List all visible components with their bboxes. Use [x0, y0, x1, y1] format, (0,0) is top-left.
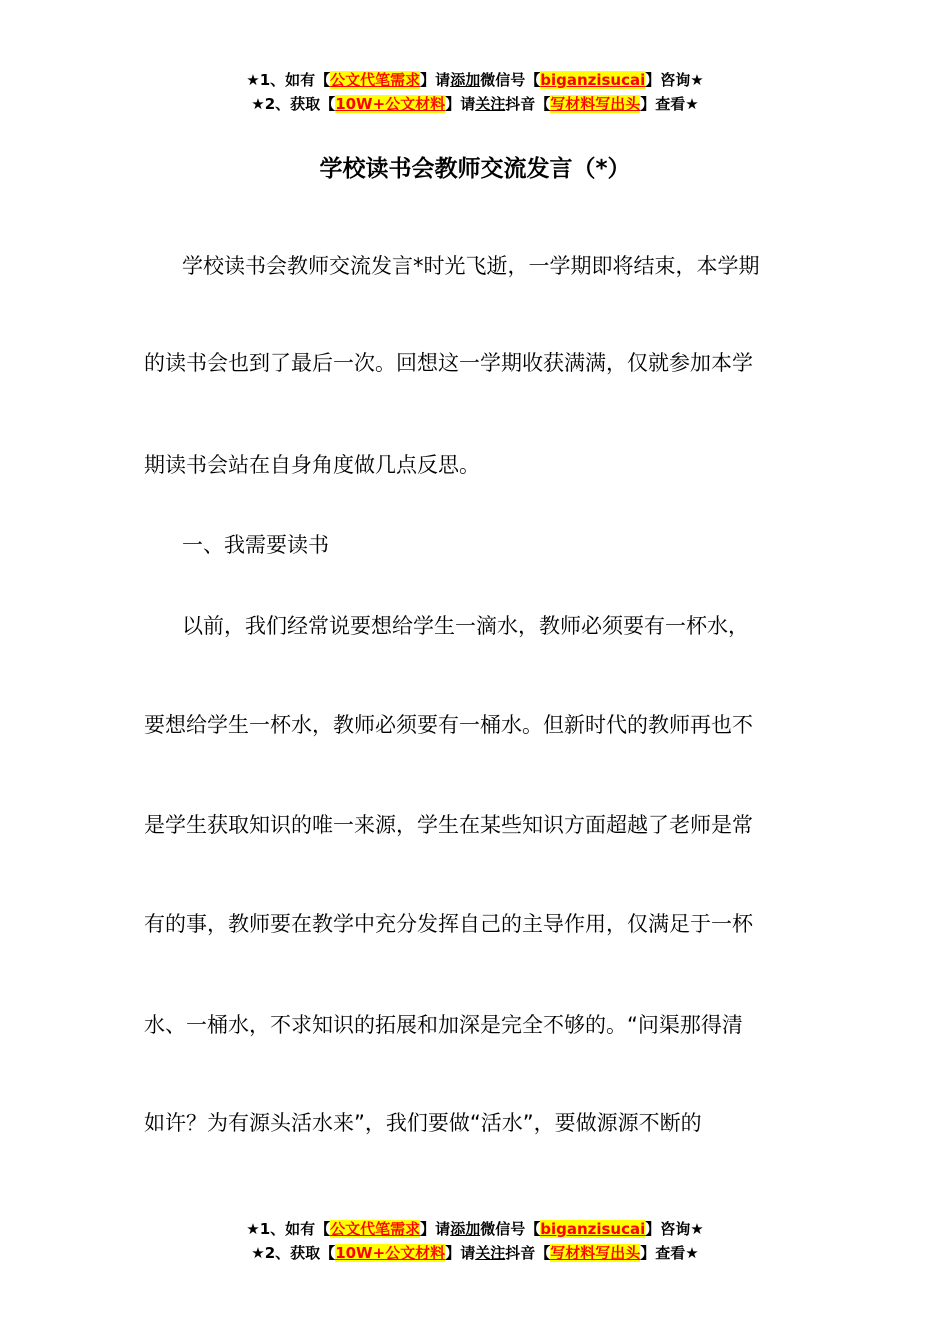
paragraph-line: 如许？为有源头活水来”，我们要做“活水”，要做源源不断的 [144, 1111, 702, 1135]
highlight-wechat-id: biganzisucai [540, 1220, 646, 1238]
paragraph-line: 是学生获取知识的唯一来源，学生在某些知识方面超越了老师是常 [144, 813, 753, 837]
paragraph-line: 水、一桶水，不求知识的拓展和加深是完全不够的。“问渠那得清 [144, 1013, 743, 1037]
highlight-wechat-id: biganzisucai [540, 71, 646, 89]
highlight-service: 公文代笔需求 [330, 71, 421, 89]
banner-line-2: ★2、获取【10W+公文材料】请关注抖音【写材料写出头】查看★ [251, 1244, 699, 1262]
header-banner [0, 68, 950, 116]
document-title: 学校读书会教师交流发言（*） [319, 156, 631, 182]
banner-line-1: ★1、如有【公文代笔需求】请添加微信号【biganzisucai】咨询★ [246, 71, 704, 89]
paragraph-line: 要想给学生一杯水，教师必须要有一桶水。但新时代的教师再也不 [144, 713, 753, 737]
highlight-douyin-id: 写材料写出头 [550, 1244, 641, 1262]
highlight-materials: 10W+公文材料 [335, 95, 446, 113]
highlight-service: 公文代笔需求 [330, 1220, 421, 1238]
paragraph-line: 以前，我们经常说要想给学生一滴水，教师必须要有一杯水， [182, 614, 749, 638]
footer-banner [0, 1217, 950, 1265]
paragraph-line: 学校读书会教师交流发言*时光飞逝，一学期即将结束，本学期 [182, 254, 760, 278]
section-heading: 一、我需要读书 [182, 533, 329, 557]
highlight-materials: 10W+公文材料 [335, 1244, 446, 1262]
highlight-douyin-id: 写材料写出头 [550, 95, 641, 113]
banner-line-1: ★1、如有【公文代笔需求】请添加微信号【biganzisucai】咨询★ [246, 1220, 704, 1238]
banner-line-2: ★2、获取【10W+公文材料】请关注抖音【写材料写出头】查看★ [251, 95, 699, 113]
paragraph-line: 的读书会也到了最后一次。回想这一学期收获满满，仅就参加本学 [144, 351, 753, 375]
paragraph-line: 期读书会站在自身角度做几点反思。 [144, 453, 480, 477]
paragraph-line: 有的事，教师要在教学中充分发挥自己的主导作用，仅满足于一杯 [144, 912, 753, 936]
